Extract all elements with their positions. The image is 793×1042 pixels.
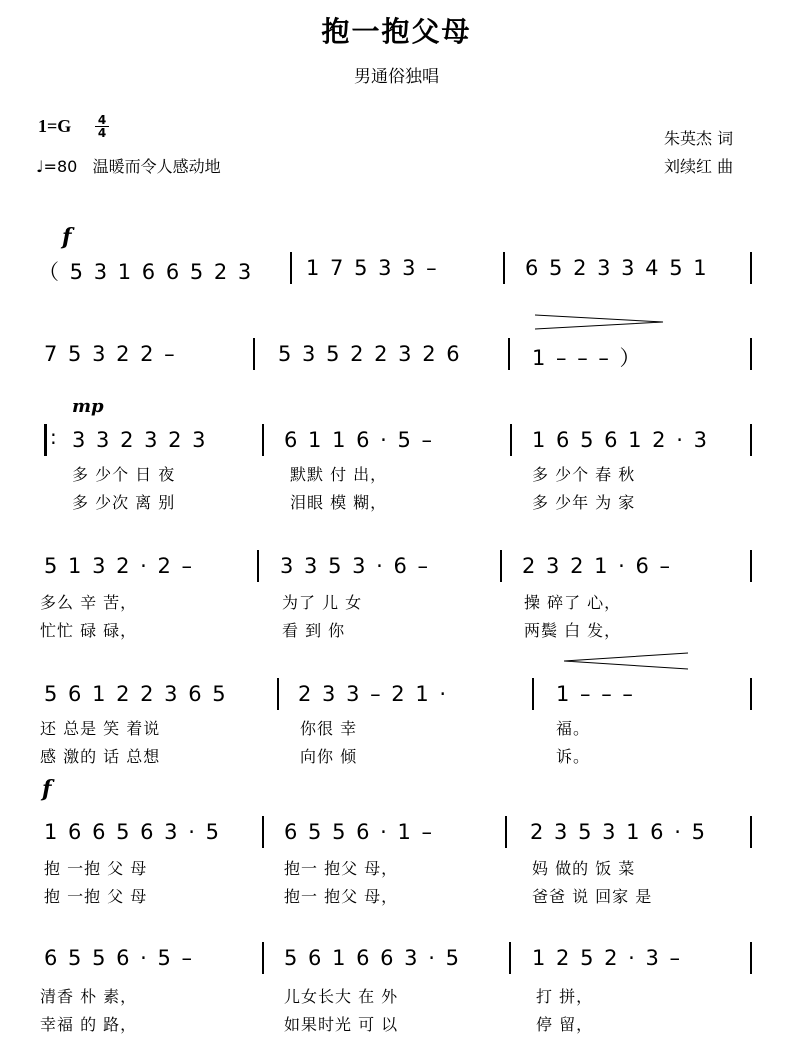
dynamic-marking: f bbox=[62, 224, 72, 250]
barline bbox=[257, 550, 259, 582]
barline bbox=[532, 678, 534, 710]
barline bbox=[750, 550, 752, 582]
lyric-verse-1: 抱一 抱父 母， bbox=[284, 859, 399, 878]
measure: 2 3 2 1 · 6 – bbox=[522, 554, 673, 578]
lyric-verse-1: 抱 一抱 父 母 bbox=[44, 859, 148, 878]
barline bbox=[500, 550, 502, 582]
barline bbox=[510, 424, 512, 456]
measure: 1 – – – ） bbox=[532, 346, 643, 370]
lyric-verse-2: 多 少次 离 别 bbox=[72, 493, 176, 512]
measure: 2 3 3 – 2 1 · bbox=[298, 682, 449, 706]
barline bbox=[505, 816, 507, 848]
lyric-verse-2: 幸福 的 路， bbox=[40, 1015, 138, 1034]
measure: 5 6 1 6 6 3 · 5 bbox=[284, 946, 461, 970]
lyric-verse-1: 清香 朴 素， bbox=[40, 987, 138, 1006]
lyric-verse-1: 默默 付 出， bbox=[290, 465, 388, 484]
time-signature-top: 4 bbox=[95, 114, 109, 127]
measure: 3 3 2 3 2 3 bbox=[72, 428, 208, 452]
barline bbox=[253, 338, 255, 370]
barline bbox=[750, 678, 752, 710]
song-subtitle: 男通俗独唱 bbox=[354, 67, 439, 87]
lyric-verse-2: 诉。 bbox=[556, 747, 591, 766]
measure: 2 3 5 3 1 6 · 5 bbox=[530, 820, 707, 844]
lyric-verse-1: 操 碎了 心， bbox=[524, 593, 622, 612]
repeat-barline bbox=[44, 424, 47, 456]
lyric-verse-2: 多 少年 为 家 bbox=[532, 493, 636, 512]
composer-credit: 刘续红 曲 bbox=[664, 157, 734, 176]
measure: 1 6 5 6 1 2 · 3 bbox=[532, 428, 709, 452]
lyric-verse-2: 爸爸 说 回家 是 bbox=[532, 887, 653, 906]
key-signature: 1=G bbox=[38, 116, 72, 136]
barline bbox=[750, 424, 752, 456]
barline bbox=[508, 338, 510, 370]
lyric-verse-2: 感 激的 话 总想 bbox=[40, 747, 161, 766]
time-signature-bottom: 4 bbox=[97, 126, 107, 140]
lyric-verse-2: 抱 一抱 父 母 bbox=[44, 887, 148, 906]
barline bbox=[750, 942, 752, 974]
measure: 5 1 3 2 · 2 – bbox=[44, 554, 195, 578]
barline bbox=[262, 942, 264, 974]
barline bbox=[277, 678, 279, 710]
barline bbox=[750, 816, 752, 848]
measure: 7 5 3 2 2 – bbox=[44, 342, 177, 366]
lyric-verse-1: 儿女长大 在 外 bbox=[284, 987, 399, 1006]
dynamic-marking: f bbox=[42, 776, 52, 802]
measure: 1 2 5 2 · 3 – bbox=[532, 946, 683, 970]
lyric-verse-1: 打 拼， bbox=[536, 987, 594, 1006]
measure: 6 5 2 3 3 4 5 1 bbox=[525, 256, 709, 280]
lyric-verse-1: 妈 做的 饭 菜 bbox=[532, 859, 636, 878]
measure: 5 6 1 2 2 3 6 5 bbox=[44, 682, 228, 706]
barline bbox=[262, 816, 264, 848]
repeat-dots: : bbox=[50, 425, 57, 449]
lyric-verse-2: 抱一 抱父 母， bbox=[284, 887, 399, 906]
lyric-verse-2: 泪眼 模 糊， bbox=[290, 493, 388, 512]
time-signature bbox=[95, 114, 109, 139]
measure: 5 3 5 2 2 3 2 6 bbox=[278, 342, 462, 366]
tempo-marking bbox=[36, 154, 221, 177]
measure: 3 3 5 3 · 6 – bbox=[280, 554, 431, 578]
lyricist-credit: 朱英杰 词 bbox=[664, 129, 734, 148]
measure: （ 5 3 1 6 6 5 2 3 bbox=[38, 260, 254, 284]
lyric-verse-1: 多 少个 日 夜 bbox=[72, 465, 176, 484]
barline bbox=[509, 942, 511, 974]
dynamic-marking: mp bbox=[72, 396, 104, 417]
barline bbox=[262, 424, 264, 456]
lyric-verse-1: 为了 儿 女 bbox=[282, 593, 363, 612]
tempo-value: ♩=80 bbox=[36, 157, 78, 176]
expression-text: 温暖而令人感动地 bbox=[92, 157, 221, 176]
measure: 1 – – – bbox=[556, 682, 635, 706]
decrescendo-hairpin bbox=[535, 314, 665, 330]
barline bbox=[750, 252, 752, 284]
lyric-verse-1: 你很 幸 bbox=[300, 719, 358, 738]
lyric-verse-2: 向你 倾 bbox=[300, 747, 358, 766]
measure: 6 5 5 6 · 1 – bbox=[284, 820, 435, 844]
lyric-verse-1: 多 少个 春 秋 bbox=[532, 465, 636, 484]
measure: 6 1 1 6 · 5 – bbox=[284, 428, 435, 452]
measure: 1 7 5 3 3 – bbox=[306, 256, 439, 280]
lyric-verse-1: 福。 bbox=[556, 719, 591, 738]
lyric-verse-2: 停 留， bbox=[536, 1015, 594, 1034]
lyric-verse-2: 如果时光 可 以 bbox=[284, 1015, 399, 1034]
barline bbox=[290, 252, 292, 284]
song-title: 抱一抱父母 bbox=[321, 15, 472, 48]
lyric-verse-1: 多么 辛 苦， bbox=[40, 593, 138, 612]
lyric-verse-1: 还 总是 笑 着说 bbox=[40, 719, 161, 738]
crescendo-hairpin bbox=[564, 652, 690, 670]
lyric-verse-2: 忙忙 碌 碌， bbox=[40, 621, 138, 640]
lyric-verse-2: 看 到 你 bbox=[282, 621, 346, 640]
barline bbox=[750, 338, 752, 370]
lyric-verse-2: 两鬓 白 发， bbox=[524, 621, 622, 640]
barline bbox=[503, 252, 505, 284]
measure: 1 6 6 5 6 3 · 5 bbox=[44, 820, 221, 844]
measure: 6 5 5 6 · 5 – bbox=[44, 946, 195, 970]
